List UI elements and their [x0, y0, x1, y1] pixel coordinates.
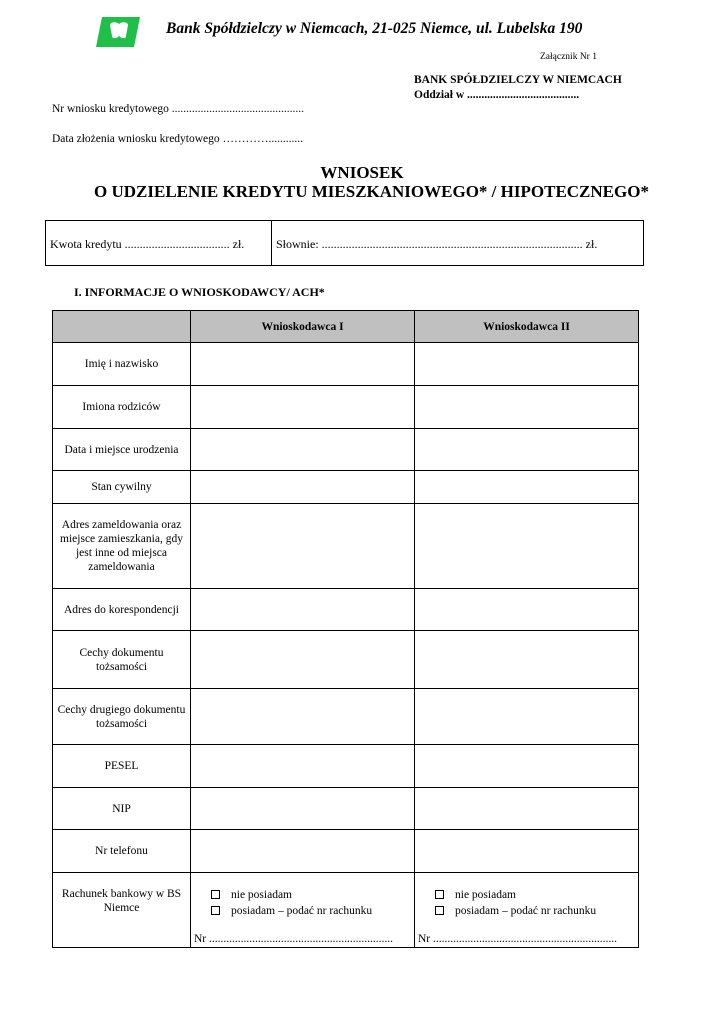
applicant-2-cell[interactable] — [415, 386, 639, 429]
option-label: posiadam – podać nr rachunku — [231, 905, 373, 917]
applicant-2-cell[interactable] — [415, 631, 639, 689]
applicant-2-account-cell — [415, 873, 639, 948]
loan-amount-field[interactable]: Kwota kredytu ................................... zł. — [50, 237, 245, 251]
account-option-has[interactable] — [211, 905, 372, 917]
option-label: posiadam – podać nr rachunku — [455, 905, 597, 917]
table-row — [53, 471, 639, 504]
applicant-2-cell[interactable] — [415, 343, 639, 386]
loan-amount-words-field[interactable]: Słownie: ....................................................................................... zł. — [276, 237, 598, 251]
applicants-table — [52, 310, 639, 948]
applicant-2-cell[interactable] — [415, 429, 639, 471]
table-row — [53, 788, 639, 830]
applicant-2-cell[interactable] — [415, 471, 639, 504]
table-row — [53, 386, 639, 429]
applicant-1-cell[interactable] — [191, 471, 415, 504]
applicant-1-cell[interactable] — [191, 788, 415, 830]
table-row — [53, 873, 639, 948]
applicant-1-cell[interactable] — [191, 689, 415, 745]
applicant-1-cell[interactable] — [191, 589, 415, 631]
header-empty — [53, 311, 191, 343]
row-label: Adres do korespondencji — [53, 589, 191, 631]
account-option-none[interactable] — [211, 889, 292, 901]
applicant-1-account-cell — [191, 873, 415, 948]
table-row — [53, 429, 639, 471]
row-label: Stan cywilny — [53, 471, 191, 504]
row-label: Imiona rodziców — [53, 386, 191, 429]
row-label: NIP — [53, 788, 191, 830]
loan-amount-box — [45, 220, 644, 266]
row-label: Cechy drugiego dokumentu tożsamości — [53, 689, 191, 745]
checkbox-icon[interactable] — [435, 906, 444, 915]
applicant-1-cell[interactable] — [191, 631, 415, 689]
row-label: Rachunek bankowy w BS Niemce — [53, 873, 191, 948]
applicant-1-cell[interactable] — [191, 745, 415, 788]
applicant-1-cell[interactable] — [191, 830, 415, 873]
table-row — [53, 504, 639, 589]
branch-field[interactable]: Oddział w ....................................... — [414, 89, 580, 101]
row-label: Adres zameldowania oraz miejsce zamieszkania, gdy jest inne od miejsca zameldowania — [53, 504, 191, 589]
header-applicant-1: Wnioskodawca I — [191, 311, 415, 343]
applicant-2-cell[interactable] — [415, 689, 639, 745]
application-number-field[interactable]: Nr wniosku kredytowego .............................................. — [52, 103, 305, 115]
applicant-1-cell[interactable] — [191, 429, 415, 471]
account-number-field[interactable]: Nr ................................................................ — [194, 933, 394, 945]
table-row — [53, 589, 639, 631]
document-title: WNIOSEK — [320, 163, 404, 182]
table-row — [53, 343, 639, 386]
bank-logo — [96, 17, 140, 47]
bank-name: BANK SPÓŁDZIELCZY W NIEMCACH — [414, 74, 622, 86]
bank-header: Bank Spółdzielczy w Niemcach, 21-025 Niemce, ul. Lubelska 190 — [166, 20, 583, 37]
applicant-2-cell[interactable] — [415, 504, 639, 589]
row-label: Data i miejsce urodzenia — [53, 429, 191, 471]
applicant-2-cell[interactable] — [415, 745, 639, 788]
attachment-label: Załącznik Nr 1 — [540, 52, 597, 62]
submission-date-field[interactable]: Data złożenia wniosku kredytowego …………............ — [52, 133, 304, 145]
option-label: nie posiadam — [231, 889, 292, 901]
row-label: PESEL — [53, 745, 191, 788]
row-label: Nr telefonu — [53, 830, 191, 873]
table-header-row — [53, 311, 639, 343]
checkbox-icon[interactable] — [211, 890, 220, 899]
amount-divider — [271, 221, 272, 265]
option-label: nie posiadam — [455, 889, 516, 901]
table-row — [53, 745, 639, 788]
account-option-has[interactable] — [435, 905, 596, 917]
applicant-1-cell[interactable] — [191, 343, 415, 386]
table-row — [53, 631, 639, 689]
section-title: I. INFORMACJE O WNIOSKODAWCY/ ACH* — [74, 285, 325, 299]
checkbox-icon[interactable] — [435, 890, 444, 899]
header-applicant-2: Wnioskodawca II — [415, 311, 639, 343]
document-subtitle: O UDZIELENIE KREDYTU MIESZKANIOWEGO* / HIPOTECZNEGO* — [94, 182, 649, 201]
table-row — [53, 689, 639, 745]
row-label: Cechy dokumentu tożsamości — [53, 631, 191, 689]
account-number-field[interactable]: Nr ................................................................ — [418, 933, 618, 945]
applicant-2-cell[interactable] — [415, 589, 639, 631]
applicant-2-cell[interactable] — [415, 788, 639, 830]
table-row — [53, 830, 639, 873]
applicant-2-cell[interactable] — [415, 830, 639, 873]
row-label: Imię i nazwisko — [53, 343, 191, 386]
account-option-none[interactable] — [435, 889, 516, 901]
checkbox-icon[interactable] — [211, 906, 220, 915]
applicant-1-cell[interactable] — [191, 504, 415, 589]
applicant-1-cell[interactable] — [191, 386, 415, 429]
